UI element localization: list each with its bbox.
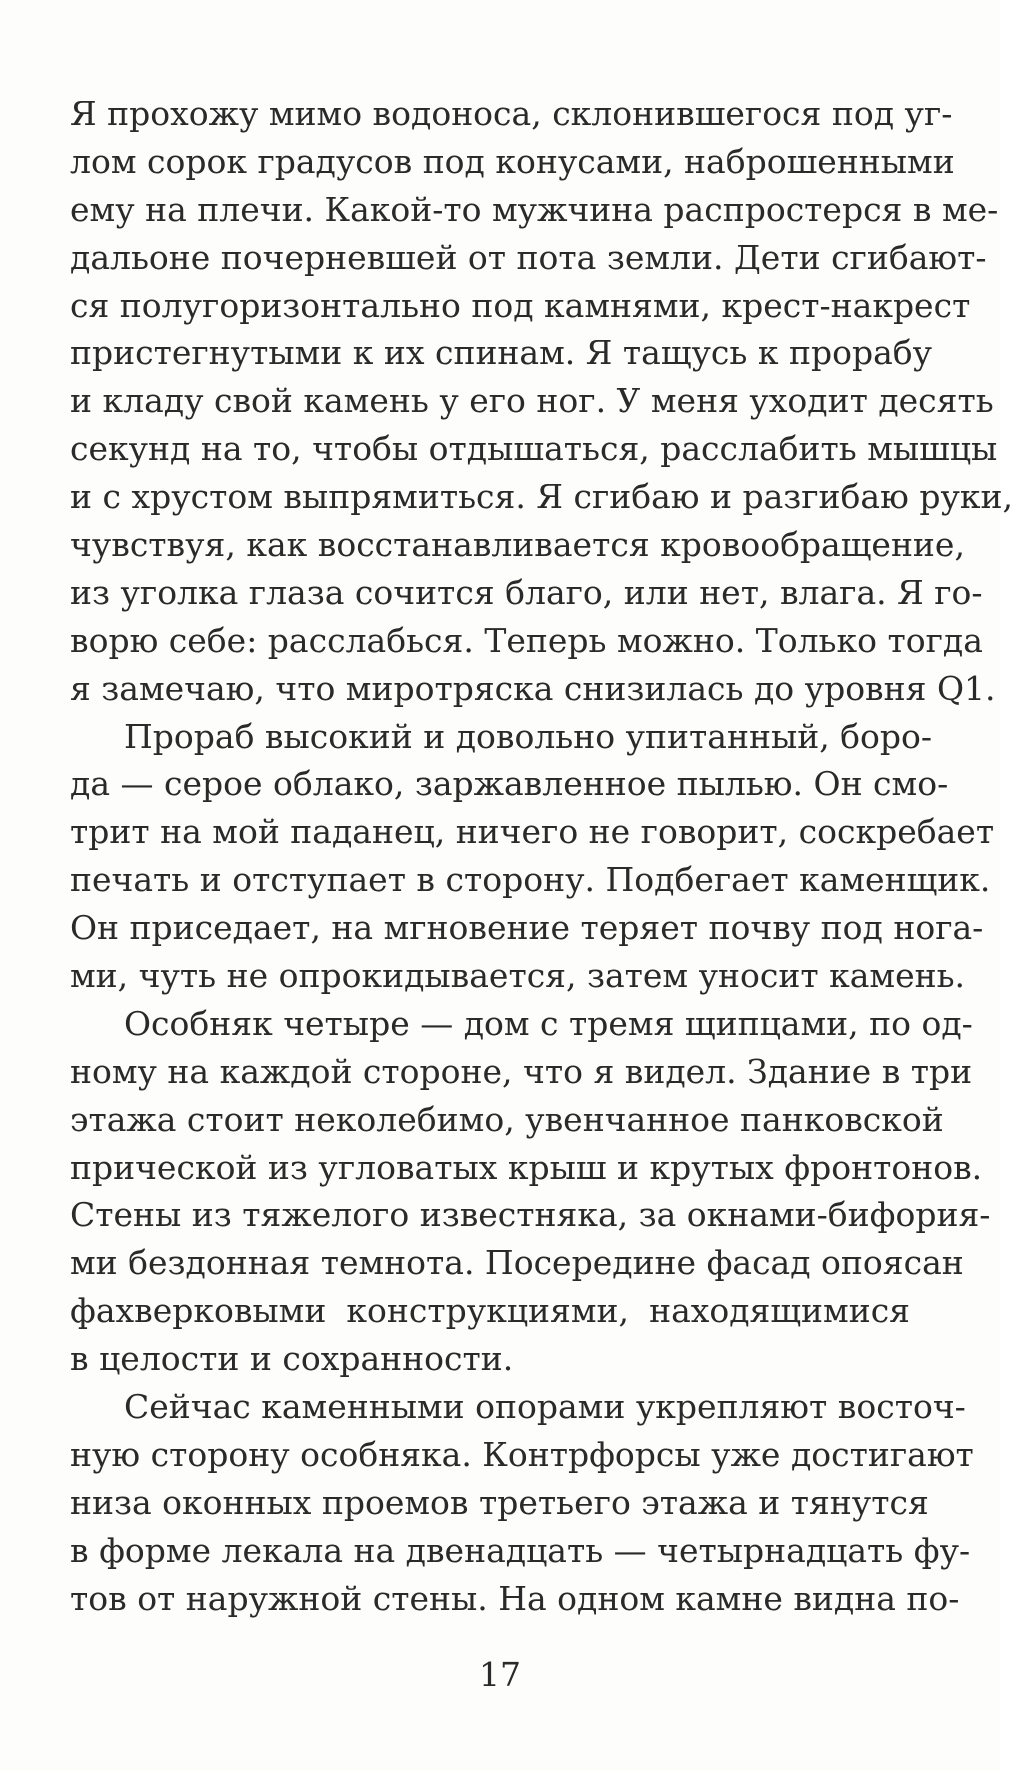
- body-text: [70, 90, 1013, 1623]
- page-number: 17: [479, 1655, 521, 1694]
- text-line: Стены из тяжелого известняка, за окнами-бифория-: [70, 1195, 991, 1235]
- text-line: ную сторону особняка. Контрфорсы уже достигают: [70, 1434, 974, 1474]
- paragraph: [70, 90, 1013, 713]
- text-line: печать и отступает в сторону. Подбегает каменщик.: [70, 860, 991, 900]
- text-line: ся полугоризонтально под камнями, крест-накрест: [70, 285, 971, 325]
- text-line: из уголка глаза сочится благо, или нет, влага. Я го-: [70, 572, 983, 612]
- text-line: Я прохожу мимо водоноса, склонившегося под уг-: [70, 94, 953, 133]
- text-line: тов от наружной стены. На одном камне видна по-: [70, 1578, 960, 1618]
- text-line: лом сорок градусов под конусами, наброшенными: [70, 141, 955, 181]
- text-line: прической из угловатых крыш и крутых фронтонов.: [70, 1147, 983, 1187]
- text-line: и с хрустом выпрямиться. Я сгибаю и разгибаю руки,: [70, 477, 1013, 517]
- text-line: ному на каждой стороне, что я видел. Здание в три: [70, 1051, 973, 1091]
- text-line: да — серое облако, заржавленное пылью. Он смо-: [70, 764, 949, 804]
- text-line: ему на плечи. Какой-то мужчина распростерся в ме-: [70, 189, 999, 229]
- text-line: ворю себе: расслабься. Теперь можно. Только тогда: [70, 620, 983, 660]
- text-line: чувствуя, как восстанавливается кровообращение,: [70, 525, 965, 565]
- text-line: Он приседает, на мгновение теряет почву под нога-: [70, 908, 984, 948]
- text-line: я замечаю, что миротряска снизилась до уровня Q1.: [70, 668, 996, 708]
- text-line: в целости и сохранности.: [70, 1339, 514, 1379]
- text-line: Особняк четыре — дом с тремя щипцами, по од-: [124, 1003, 973, 1043]
- text-line: Сейчас каменными опорами укрепляют восточ-: [124, 1387, 966, 1427]
- text-line: этажа стоит неколебимо, увенчанное панковской: [70, 1099, 944, 1139]
- paragraph: [70, 713, 995, 1000]
- text-line: пристегнутыми к их спинам. Я тащусь к прорабу: [70, 333, 933, 373]
- paragraph: [70, 1000, 991, 1383]
- text-line: низа оконных проемов третьего этажа и тянутся: [70, 1482, 929, 1522]
- text-line: фахверковыми конструкциями, находящимися: [70, 1291, 910, 1331]
- text-line: дальоне почерневшей от пота земли. Дети сгибают-: [70, 237, 987, 277]
- text-line: ми бездонная темнота. Посередине фасад опоясан: [70, 1243, 964, 1283]
- text-line: и кладу свой камень у его ног. У меня уходит десять: [70, 381, 994, 421]
- text-line: в форме лекала на двенадцать — четырнадцать фу-: [70, 1530, 971, 1570]
- text-line: Прораб высокий и довольно упитанный, боро-: [124, 716, 933, 756]
- paragraph: [70, 1383, 974, 1622]
- text-line: секунд на то, чтобы отдышаться, расслабить мышцы: [70, 429, 998, 469]
- text-line: трит на мой паданец, ничего не говорит, соскребает: [70, 812, 995, 852]
- text-line: ми, чуть не опрокидывается, затем уносит камень.: [70, 956, 966, 996]
